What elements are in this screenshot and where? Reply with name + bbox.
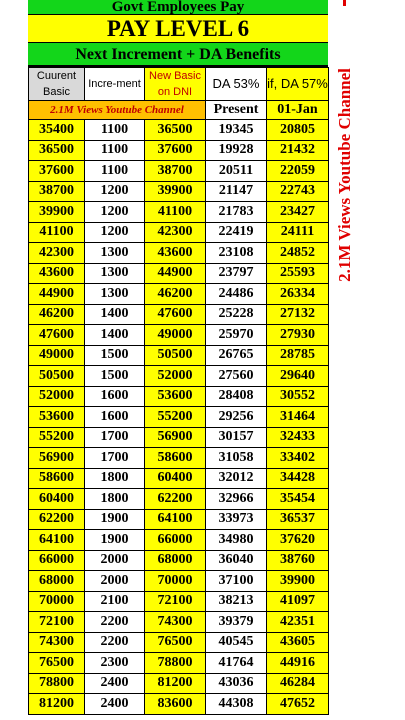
table-row: [29, 571, 329, 592]
cell-increment: 1300: [85, 284, 145, 305]
cell-current-basic: 55200: [29, 427, 85, 448]
cell-increment: 2400: [85, 694, 145, 715]
side-channel-label: [330, 40, 360, 310]
cell-da-future: 26334: [267, 284, 329, 305]
cell-new-basic: 36500: [145, 120, 206, 141]
cell-da-future: 27132: [267, 304, 329, 325]
table-row: [29, 366, 329, 387]
table-row: [29, 427, 329, 448]
cell-current-basic: 50500: [29, 366, 85, 387]
cell-current-basic: 56900: [29, 448, 85, 469]
cell-increment: 1200: [85, 202, 145, 223]
cell-increment: 1800: [85, 468, 145, 489]
cell-increment: 1700: [85, 448, 145, 469]
cell-da-present: 36040: [206, 550, 267, 571]
header-da-present: DA 53%: [206, 68, 267, 101]
cell-da-future: 25593: [267, 263, 329, 284]
cell-new-basic: 56900: [145, 427, 206, 448]
cell-new-basic: 49000: [145, 325, 206, 346]
cell-current-basic: 68000: [29, 571, 85, 592]
cell-da-present: 44308: [206, 694, 267, 715]
cell-da-future: 27930: [267, 325, 329, 346]
page-title: PAY LEVEL 6: [28, 15, 328, 43]
cell-da-future: 29640: [267, 366, 329, 387]
cell-da-future: 24852: [267, 243, 329, 264]
table-row: [29, 386, 329, 407]
cell-current-basic: 39900: [29, 202, 85, 223]
cell-da-future: 35454: [267, 489, 329, 510]
cell-new-basic: 81200: [145, 673, 206, 694]
cell-current-basic: 81200: [29, 694, 85, 715]
cell-current-basic: 35400: [29, 120, 85, 141]
cell-new-basic: 37600: [145, 140, 206, 161]
cell-new-basic: 76500: [145, 632, 206, 653]
cell-increment: 1100: [85, 120, 145, 141]
cell-da-present: 31058: [206, 448, 267, 469]
header-da-future: if, DA 57%: [267, 68, 329, 101]
cell-da-present: 21783: [206, 202, 267, 223]
cell-current-basic: 41100: [29, 222, 85, 243]
cell-current-basic: 47600: [29, 325, 85, 346]
cell-da-present: 21147: [206, 181, 267, 202]
cell-da-present: 40545: [206, 632, 267, 653]
table-row: [29, 632, 329, 653]
cell-da-present: 24486: [206, 284, 267, 305]
cell-increment: 1700: [85, 427, 145, 448]
cell-current-basic: 72100: [29, 612, 85, 633]
cell-increment: 1600: [85, 407, 145, 428]
table-row: [29, 284, 329, 305]
cell-new-basic: 83600: [145, 694, 206, 715]
cell-da-future: 28785: [267, 345, 329, 366]
cell-current-basic: 53600: [29, 407, 85, 428]
cell-current-basic: 43600: [29, 263, 85, 284]
cell-current-basic: 64100: [29, 530, 85, 551]
cell-increment: 1300: [85, 263, 145, 284]
cell-new-basic: 50500: [145, 345, 206, 366]
cell-new-basic: 58600: [145, 448, 206, 469]
cell-da-future: 38760: [267, 550, 329, 571]
cell-increment: 2400: [85, 673, 145, 694]
cell-increment: 1100: [85, 161, 145, 182]
cell-current-basic: 70000: [29, 591, 85, 612]
channel-label: 2.1M Views Youtube Channel: [29, 101, 206, 120]
cell-da-future: 22059: [267, 161, 329, 182]
cell-da-future: 41097: [267, 591, 329, 612]
cell-da-present: 19928: [206, 140, 267, 161]
cell-da-future: 32433: [267, 427, 329, 448]
cell-new-basic: 62200: [145, 489, 206, 510]
cell-da-future: 33402: [267, 448, 329, 469]
cell-increment: 1600: [85, 386, 145, 407]
cell-current-basic: 58600: [29, 468, 85, 489]
cell-da-present: 32966: [206, 489, 267, 510]
cell-da-future: 21432: [267, 140, 329, 161]
cell-increment: 1400: [85, 325, 145, 346]
cell-current-basic: 46200: [29, 304, 85, 325]
table-row: [29, 243, 329, 264]
cell-new-basic: 52000: [145, 366, 206, 387]
cell-current-basic: 74300: [29, 632, 85, 653]
cell-increment: 1900: [85, 509, 145, 530]
side-channel-text: 2.1M Views Youtube Channel: [335, 68, 354, 282]
cell-increment: 2200: [85, 612, 145, 633]
table-row: [29, 222, 329, 243]
cell-da-future: 22743: [267, 181, 329, 202]
cell-current-basic: 37600: [29, 161, 85, 182]
cell-current-basic: 76500: [29, 653, 85, 674]
table-row: [29, 591, 329, 612]
cell-da-future: 31464: [267, 407, 329, 428]
cell-increment: 2300: [85, 653, 145, 674]
cell-da-present: 23797: [206, 263, 267, 284]
cell-increment: 1200: [85, 181, 145, 202]
cell-da-present: 37100: [206, 571, 267, 592]
cell-da-present: 27560: [206, 366, 267, 387]
cell-da-present: 23108: [206, 243, 267, 264]
cell-da-future: 34428: [267, 468, 329, 489]
cell-increment: 1300: [85, 243, 145, 264]
table-row: [29, 509, 329, 530]
cell-current-basic: 52000: [29, 386, 85, 407]
pay-sheet: [28, 0, 328, 715]
cell-increment: 2100: [85, 591, 145, 612]
cell-new-basic: 55200: [145, 407, 206, 428]
cell-new-basic: 46200: [145, 284, 206, 305]
cell-increment: 1900: [85, 530, 145, 551]
cell-new-basic: 66000: [145, 530, 206, 551]
table-row: [29, 120, 329, 141]
cell-da-future: 23427: [267, 202, 329, 223]
cell-increment: 2000: [85, 571, 145, 592]
table-row: [29, 468, 329, 489]
cell-da-present: 26765: [206, 345, 267, 366]
header-jan: 01-Jan: [267, 101, 329, 120]
table-row: [29, 489, 329, 510]
table-row: [29, 448, 329, 469]
cell-da-present: 32012: [206, 468, 267, 489]
cell-da-present: 22419: [206, 222, 267, 243]
cell-new-basic: 53600: [145, 386, 206, 407]
cell-current-basic: 66000: [29, 550, 85, 571]
cell-current-basic: 38700: [29, 181, 85, 202]
cell-da-present: 28408: [206, 386, 267, 407]
table-row: [29, 140, 329, 161]
cell-da-present: 29256: [206, 407, 267, 428]
cell-current-basic: 49000: [29, 345, 85, 366]
cell-da-present: 19345: [206, 120, 267, 141]
cell-da-present: 38213: [206, 591, 267, 612]
cell-new-basic: 47600: [145, 304, 206, 325]
cell-da-present: 33973: [206, 509, 267, 530]
header-present: Present: [206, 101, 267, 120]
table-row: [29, 653, 329, 674]
cell-new-basic: 43600: [145, 243, 206, 264]
table-row: [29, 612, 329, 633]
cell-current-basic: 36500: [29, 140, 85, 161]
cell-new-basic: 44900: [145, 263, 206, 284]
cell-new-basic: 41100: [145, 202, 206, 223]
cell-new-basic: 42300: [145, 222, 206, 243]
cell-current-basic: 42300: [29, 243, 85, 264]
table-row: [29, 550, 329, 571]
cell-da-future: 39900: [267, 571, 329, 592]
pay-table: [28, 67, 329, 715]
table-row: [29, 181, 329, 202]
cell-da-future: 43605: [267, 632, 329, 653]
cell-increment: 1500: [85, 345, 145, 366]
cell-da-future: 47652: [267, 694, 329, 715]
table-row: [29, 530, 329, 551]
cell-da-future: 20805: [267, 120, 329, 141]
table-row: [29, 325, 329, 346]
cell-increment: 2000: [85, 550, 145, 571]
cell-da-future: 46284: [267, 673, 329, 694]
table-row: [29, 407, 329, 428]
cell-new-basic: 64100: [145, 509, 206, 530]
cell-da-future: 24111: [267, 222, 329, 243]
cell-da-present: 34980: [206, 530, 267, 551]
cell-increment: 2200: [85, 632, 145, 653]
cell-new-basic: 74300: [145, 612, 206, 633]
column-header-row: [29, 68, 329, 101]
header-increment: Incre-ment: [85, 68, 145, 101]
header-current-basic: Cuurent Basic: [29, 68, 85, 101]
cell-da-present: 30157: [206, 427, 267, 448]
cell-new-basic: 78800: [145, 653, 206, 674]
cell-increment: 1800: [85, 489, 145, 510]
subtitle-banner: Next Increment + DA Benefits: [28, 43, 328, 67]
cell-new-basic: 39900: [145, 181, 206, 202]
table-row: [29, 345, 329, 366]
cell-da-present: 41764: [206, 653, 267, 674]
cell-current-basic: 78800: [29, 673, 85, 694]
cell-da-present: 25970: [206, 325, 267, 346]
cell-da-future: 44916: [267, 653, 329, 674]
cell-da-future: 42351: [267, 612, 329, 633]
cell-da-future: 36537: [267, 509, 329, 530]
cell-da-present: 20511: [206, 161, 267, 182]
table-row: [29, 304, 329, 325]
cell-da-present: 25228: [206, 304, 267, 325]
cell-new-basic: 60400: [145, 468, 206, 489]
table-row: [29, 694, 329, 715]
cell-increment: 1500: [85, 366, 145, 387]
cell-da-present: 43036: [206, 673, 267, 694]
table-row: [29, 673, 329, 694]
cell-current-basic: 62200: [29, 509, 85, 530]
top-banner: Govt Employees Pay: [28, 0, 328, 15]
header-new-basic: New Basic on DNI: [145, 68, 206, 101]
table-row: [29, 263, 329, 284]
red-mark: [343, 0, 346, 6]
cell-current-basic: 44900: [29, 284, 85, 305]
cell-new-basic: 70000: [145, 571, 206, 592]
cell-current-basic: 60400: [29, 489, 85, 510]
cell-increment: 1400: [85, 304, 145, 325]
cell-da-future: 30552: [267, 386, 329, 407]
cell-new-basic: 68000: [145, 550, 206, 571]
table-row: [29, 161, 329, 182]
cell-new-basic: 38700: [145, 161, 206, 182]
cell-new-basic: 72100: [145, 591, 206, 612]
cell-da-future: 37620: [267, 530, 329, 551]
table-row: [29, 202, 329, 223]
cell-da-present: 39379: [206, 612, 267, 633]
cell-increment: 1100: [85, 140, 145, 161]
channel-header-row: [29, 101, 329, 120]
cell-increment: 1200: [85, 222, 145, 243]
table-body: [29, 120, 329, 715]
